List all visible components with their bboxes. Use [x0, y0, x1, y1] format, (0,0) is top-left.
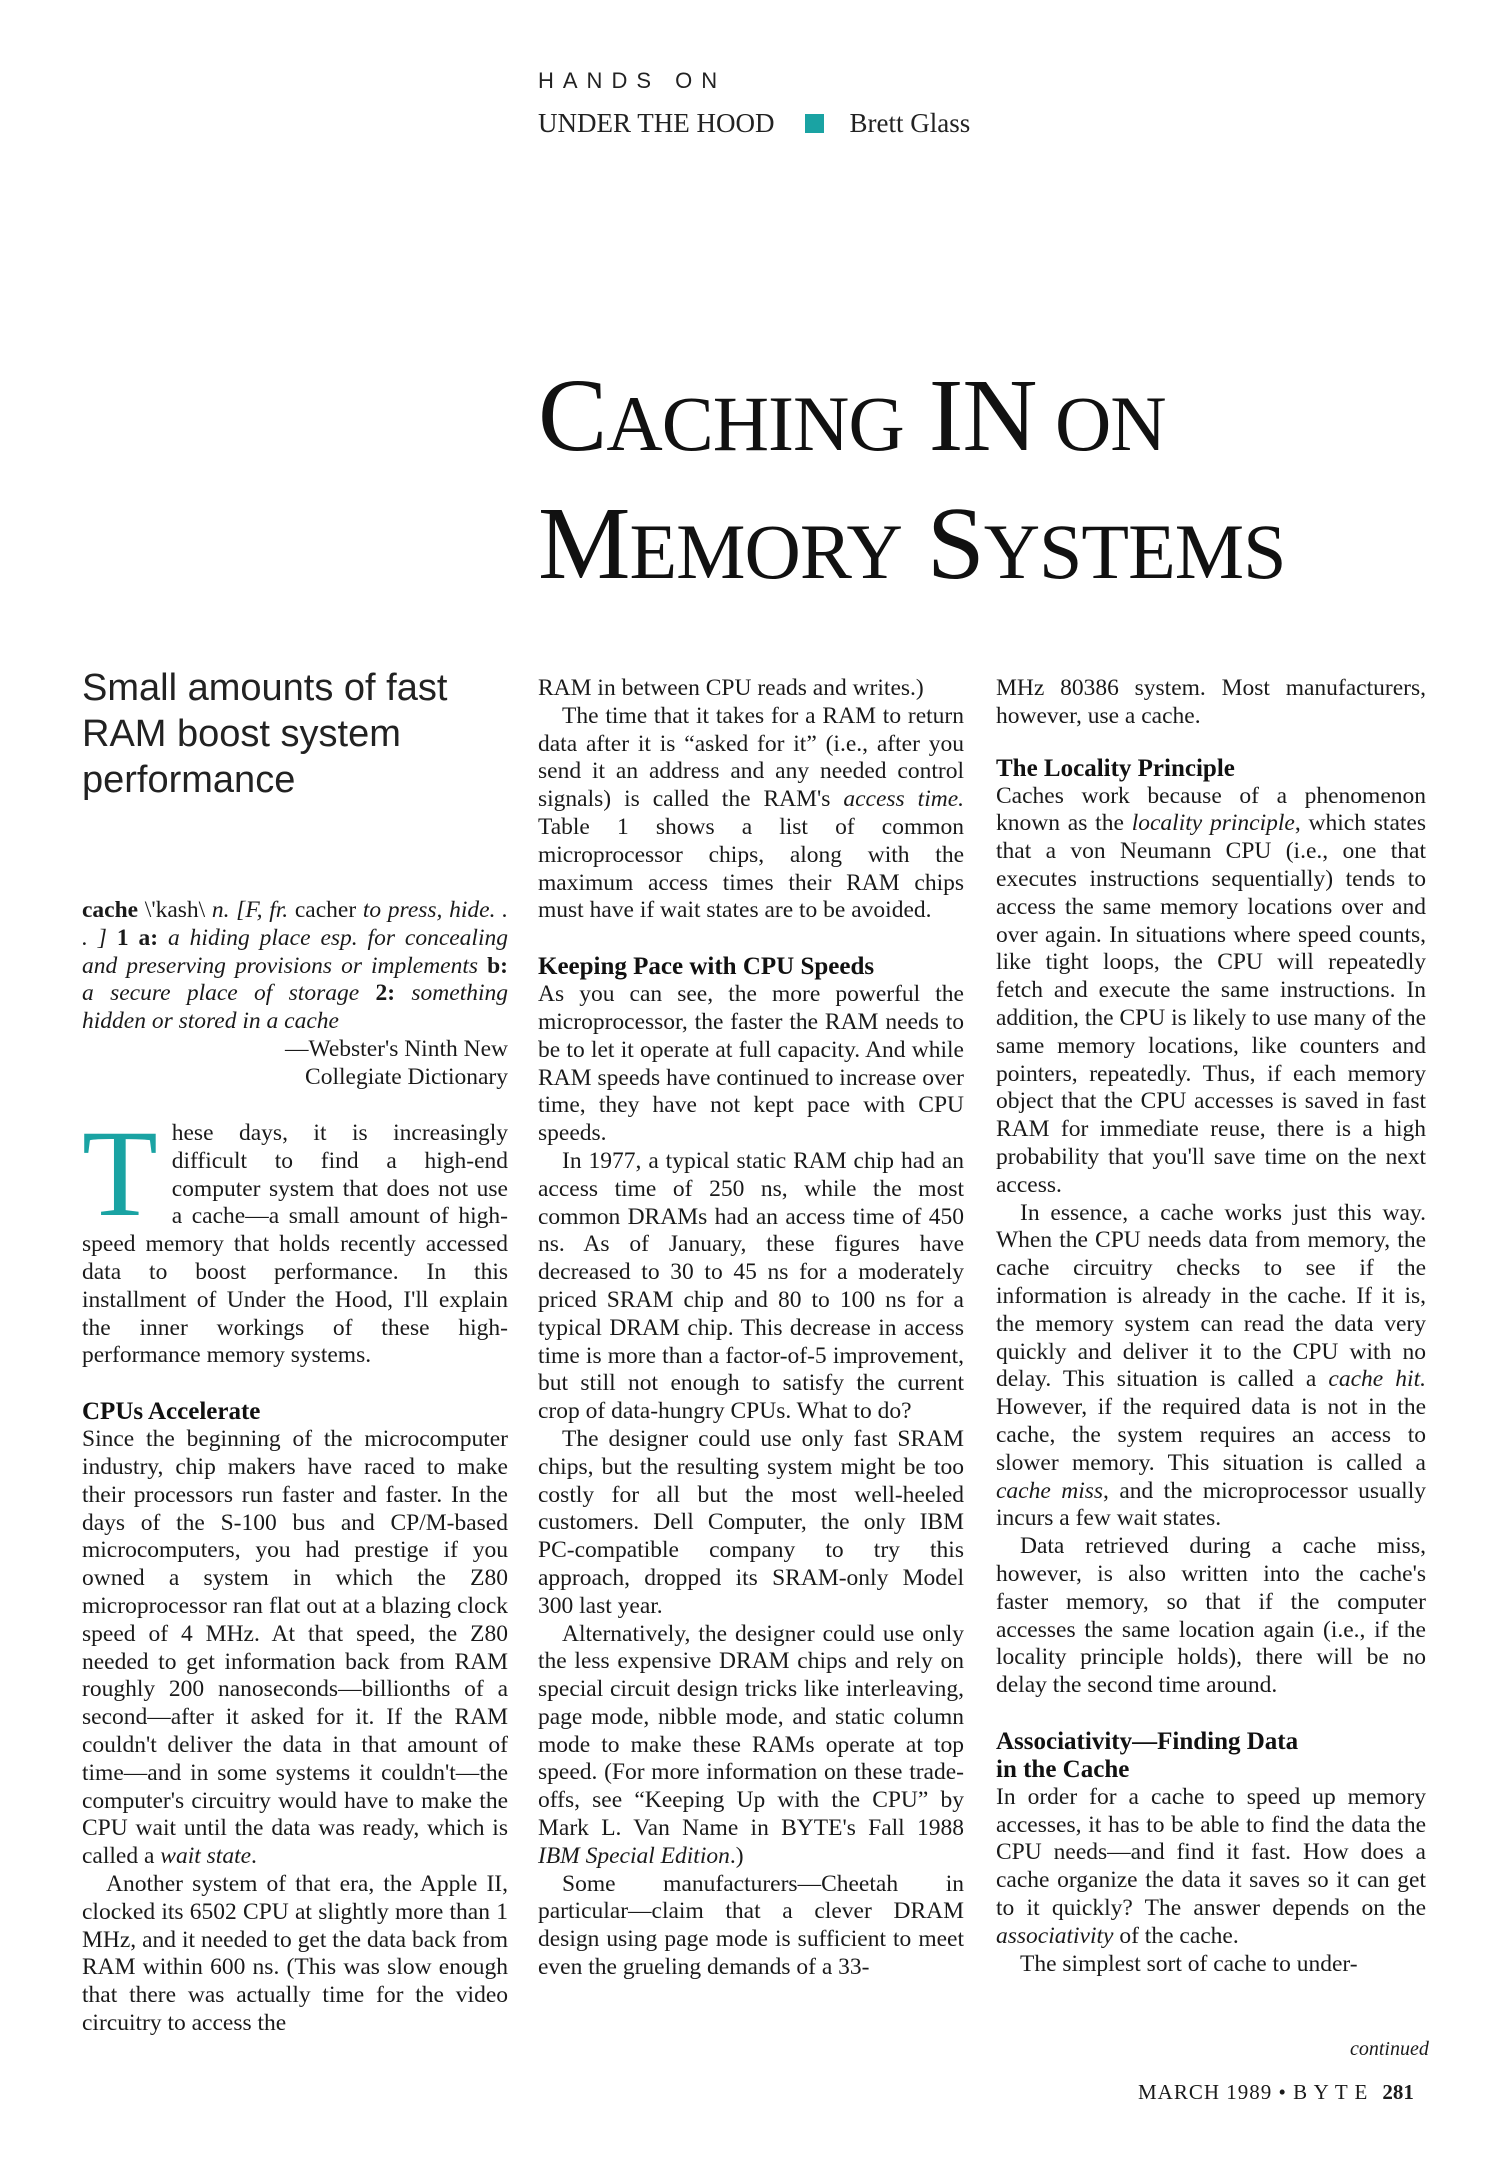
title-line-2: MEMORY SYSTEMS: [538, 486, 1286, 601]
definition-attribution-1: —Webster's Ninth New: [285, 1035, 508, 1062]
paragraph: RAM in between CPU reads and writes.): [538, 675, 924, 701]
paragraph: Data retrieved during a cache miss, however, is also written into the cache's faster memory, so that if the computer accesses the same location again (i.e., if the locality principle holds), there will be no delay the second time around.: [996, 1533, 1426, 1699]
paragraph: The simplest sort of cache to under-: [1020, 1950, 1358, 1977]
paragraph: Alternatively, the designer could use only the less expensive DRAM chips and rely on special circuit design tricks like interleaving, page mode, nibble mode, and static column mode to make these RAMs operate at top speed. (For more information on these trade-offs, see “Keeping Up with the CPU” by Mark L. Van Name in BYTE's Fall 1988 IBM Special Edition.): [538, 1620, 964, 1869]
paragraph: Another system of that era, the Apple II, clocked its 6502 CPU at slightly more than 1 MHz, and it needed to get the data back from RAM within 600 ns. (This was slow enough that there was actually time for the video circuitry to access the: [82, 1870, 508, 2036]
article-title: [538, 356, 1285, 612]
column-header: [538, 108, 970, 139]
paragraph: The designer could use only fast SRAM chips, but the resulting system might be too costly for all but the most well-heeled customers. Dell Computer, the only IBM PC-compatible company to try this approach, dropped its SRAM-only Model 300 last year.: [538, 1425, 964, 1619]
paragraph: In 1977, a typical static RAM chip had an access time of 250 ns, while the most common DRAMs had an access time of 450 ns. As of January, these figures have decreased to 30 to 45 ns for a moderately priced SRAM chip and 80 to 100 ns for a typical DRAM chip. This decrease in access time is more than a factor-of-5 improvement, but still not enough to satisfy the current crop of data-hungry CPUs. What to do?: [538, 1147, 964, 1425]
teal-square-icon: [805, 114, 824, 133]
drop-cap: T: [82, 1105, 158, 1242]
section-kicker: HANDS ON: [538, 68, 727, 93]
heading-keeping-pace: Keeping Pace with CPU Speeds: [538, 953, 875, 981]
column-3: [996, 675, 1426, 1978]
issue-label: MARCH 1989 • B Y T E: [1138, 2080, 1369, 2104]
intro-paragraph: These days, it is increasingly difficult to find a high-end computer system that does not use a cache—a small amount of high-speed memory that holds recently accessed data to boost performance. In this installment of Under the Hood, I'll explain the inner workings of these high-performance memory systems.: [82, 1105, 508, 1369]
paragraph: As you can see, the more powerful the microprocessor, the faster the RAM needs to be to let it operate at full capacity. And while RAM speeds have continued to increase over time, they have not kept pace with CPU speeds.: [538, 981, 964, 1147]
continued-label: continued: [1350, 2038, 1429, 2060]
paragraph: Since the beginning of the microcomputer industry, chip makers have raced to make their processors run faster and faster. In the days of the S-100 bus and CP/M-based microcomputers, you had prestige if you owned a system in which the Z80 microprocessor ran flat out at a blazing clock speed of 4 MHz. At that speed, the Z80 needed to get information back from RAM roughly 200 nanoseconds—billionths of a second—after it asked for it. If the RAM couldn't deliver the data in that amount of time—and in some systems it couldn't—the computer's circuitry would have to make the CPU wait until the data was ready, which is called a wait state.: [82, 1426, 508, 1870]
page-number: 281: [1382, 2080, 1414, 2104]
paragraph: In order for a cache to speed up memory accesses, it has to be able to find the data the CPU needs—and find it fast. How does a cache organize the data it saves so it can get to it quickly? The answer depends on the associativity of the cache.: [996, 1783, 1426, 1949]
paragraph: The time that it takes for a RAM to return data after it is “asked for it” (i.e., after you send it an address and any needed control signals) is called the RAM's access time. Table 1 shows a list of common microprocessor chips, along with the maximum access times their RAM chips must have if wait states are to be avoided.: [538, 702, 964, 924]
dictionary-definition: [82, 897, 508, 1092]
paragraph: MHz 80386 system. Most manufacturers, however, use a cache.: [996, 675, 1426, 729]
definition-attribution-2: Collegiate Dictionary: [305, 1063, 508, 1090]
page-footer: [1138, 2080, 1414, 2105]
definition-text: cache \'kash\ n. [F, fr. cacher to press, hide. . . ] 1 a: a hiding place esp. for concealing and preserving provisions or implements b: a secure place of storage 2: something hidden or stored in a cache: [82, 897, 509, 1035]
column-1: [82, 1105, 508, 2038]
heading-cpus-accelerate: CPUs Accelerate: [82, 1398, 261, 1426]
heading-associativity: Associativity—Finding Data in the Cache: [996, 1727, 1299, 1783]
article-subtitle: Small amounts of fast RAM boost system performance: [82, 667, 448, 801]
paragraph: Some manufacturers—Cheetah in particular—claim that a clever DRAM design using page mode is sufficient to meet even the grueling demands of a 33-: [538, 1870, 964, 1981]
heading-locality-principle: The Locality Principle: [996, 754, 1235, 782]
column-2: [538, 675, 964, 1982]
column-name: UNDER THE HOOD: [538, 108, 775, 138]
paragraph: Caches work because of a phenomenon known as the locality principle, which states that a von Neumann CPU (i.e., one that executes instructions sequentially) tends to access the same memory locations over and over again. In situations where speed counts, like tight loops, the CPU will repeatedly fetch and execute the same instructions. In addition, the CPU is likely to use many of the same memory locations, like counters and pointers, repeatedly. Thus, if each memory object that the CPU accesses is saved in fast RAM for immediate reuse, there is a high probability that you'll save time on the next access.: [996, 782, 1426, 1198]
title-line-1: CACHING IN ON: [538, 358, 1166, 473]
author-name: Brett Glass: [849, 108, 971, 138]
paragraph: In essence, a cache works just this way. When the CPU needs data from memory, the cache circuitry checks to see if the information is already in the cache. If it is, the memory system can read the data very quickly and deliver it to the CPU with no delay. This situation is called a cache hit. However, if the required data is not in the cache, the system requires an access to slower memory. This situation is called a cache miss, and the microprocessor usually incurs a few wait states.: [996, 1199, 1426, 1532]
